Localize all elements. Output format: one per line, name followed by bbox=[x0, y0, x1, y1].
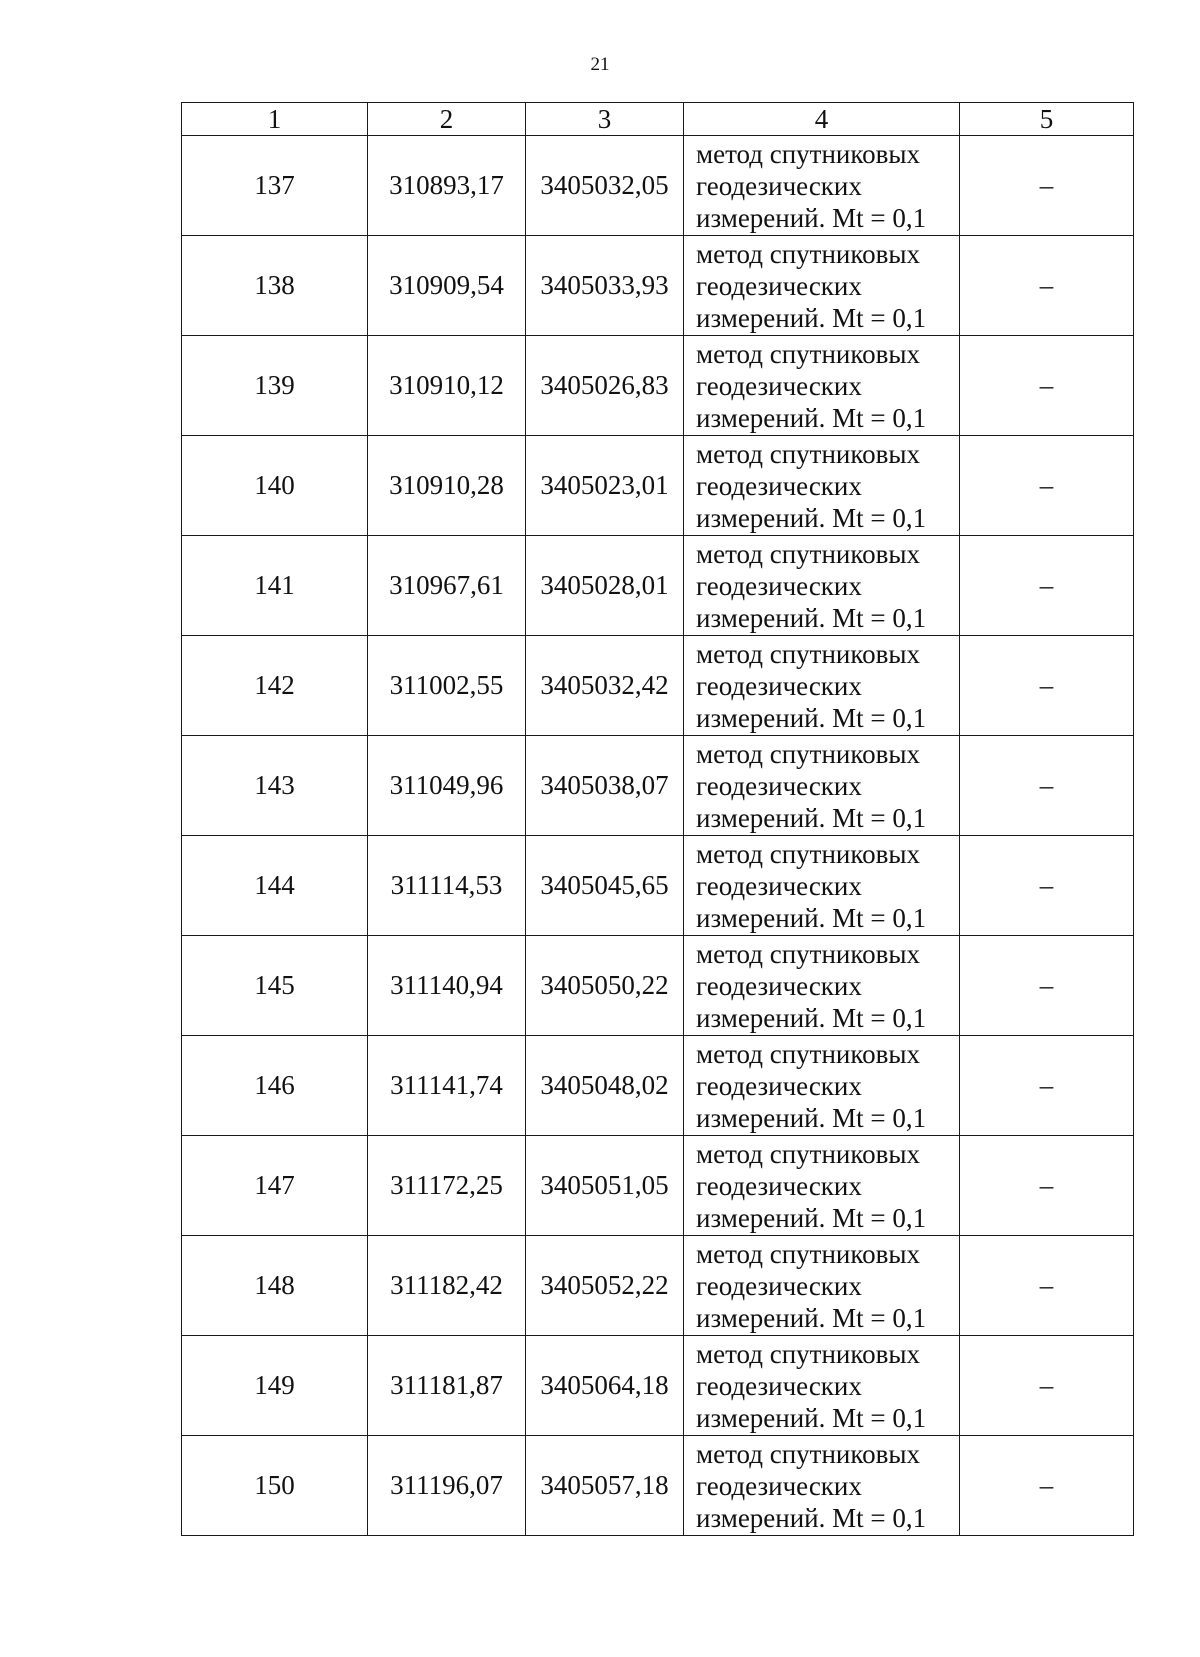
method-line: метод спутниковых bbox=[696, 638, 920, 669]
method-cell bbox=[684, 136, 960, 236]
method-line: геодезических bbox=[696, 1370, 862, 1401]
point-number-cell: 145 bbox=[182, 936, 368, 1036]
point-number-cell: 149 bbox=[182, 1336, 368, 1436]
method-cell bbox=[684, 436, 960, 536]
method-line: геодезических bbox=[696, 1270, 862, 1301]
method-line: метод спутниковых bbox=[696, 138, 920, 169]
method-line: метод спутниковых bbox=[696, 738, 920, 769]
y-coordinate-cell: 3405057,18 bbox=[526, 1436, 684, 1536]
note-cell: – bbox=[960, 1036, 1134, 1136]
method-line: измерений. Mt = 0,1 bbox=[696, 402, 927, 433]
point-number-cell: 140 bbox=[182, 436, 368, 536]
note-cell: – bbox=[960, 636, 1134, 736]
method-cell bbox=[684, 1436, 960, 1536]
method-line: измерений. Mt = 0,1 bbox=[696, 702, 927, 733]
y-coordinate-cell: 3405051,05 bbox=[526, 1136, 684, 1236]
column-header: 5 bbox=[960, 103, 1134, 136]
method-line: геодезических bbox=[696, 270, 862, 301]
table-row bbox=[182, 836, 1134, 936]
x-coordinate-cell: 310910,12 bbox=[368, 336, 526, 436]
method-line: измерений. Mt = 0,1 bbox=[696, 502, 927, 533]
method-line: геодезических bbox=[696, 1170, 862, 1201]
column-header: 1 bbox=[182, 103, 368, 136]
table-row bbox=[182, 936, 1134, 1036]
note-cell: – bbox=[960, 1236, 1134, 1336]
y-coordinate-cell: 3405032,05 bbox=[526, 136, 684, 236]
note-cell: – bbox=[960, 936, 1134, 1036]
table-header-row bbox=[182, 103, 1134, 136]
method-cell bbox=[684, 636, 960, 736]
method-cell bbox=[684, 1036, 960, 1136]
method-line: измерений. Mt = 0,1 bbox=[696, 1502, 927, 1533]
x-coordinate-cell: 311181,87 bbox=[368, 1336, 526, 1436]
table-row bbox=[182, 736, 1134, 836]
method-cell bbox=[684, 536, 960, 636]
table-row bbox=[182, 236, 1134, 336]
x-coordinate-cell: 311114,53 bbox=[368, 836, 526, 936]
table-row bbox=[182, 636, 1134, 736]
x-coordinate-cell: 311141,74 bbox=[368, 1036, 526, 1136]
method-cell bbox=[684, 936, 960, 1036]
method-line: метод спутниковых bbox=[696, 338, 920, 369]
x-coordinate-cell: 310909,54 bbox=[368, 236, 526, 336]
note-cell: – bbox=[960, 536, 1134, 636]
note-cell: – bbox=[960, 836, 1134, 936]
table-row bbox=[182, 1036, 1134, 1136]
method-line: метод спутниковых bbox=[696, 1338, 920, 1369]
method-cell bbox=[684, 336, 960, 436]
point-number-cell: 147 bbox=[182, 1136, 368, 1236]
x-coordinate-cell: 311140,94 bbox=[368, 936, 526, 1036]
table-row bbox=[182, 1236, 1134, 1336]
note-cell: – bbox=[960, 236, 1134, 336]
note-cell: – bbox=[960, 736, 1134, 836]
method-line: измерений. Mt = 0,1 bbox=[696, 1002, 927, 1033]
method-line: измерений. Mt = 0,1 bbox=[696, 802, 927, 833]
y-coordinate-cell: 3405023,01 bbox=[526, 436, 684, 536]
method-line: геодезических bbox=[696, 1070, 862, 1101]
table-row bbox=[182, 136, 1134, 236]
x-coordinate-cell: 311196,07 bbox=[368, 1436, 526, 1536]
note-cell: – bbox=[960, 336, 1134, 436]
table-row bbox=[182, 1436, 1134, 1536]
point-number-cell: 148 bbox=[182, 1236, 368, 1336]
method-line: геодезических bbox=[696, 570, 862, 601]
method-line: метод спутниковых bbox=[696, 838, 920, 869]
column-header: 3 bbox=[526, 103, 684, 136]
method-line: геодезических bbox=[696, 470, 862, 501]
method-line: измерений. Mt = 0,1 bbox=[696, 1102, 927, 1133]
table-row bbox=[182, 336, 1134, 436]
method-line: измерений. Mt = 0,1 bbox=[696, 202, 927, 233]
method-cell bbox=[684, 1236, 960, 1336]
method-line: геодезических bbox=[696, 170, 862, 201]
point-number-cell: 139 bbox=[182, 336, 368, 436]
method-line: измерений. Mt = 0,1 bbox=[696, 1202, 927, 1233]
table-row bbox=[182, 1136, 1134, 1236]
method-line: метод спутниковых bbox=[696, 938, 920, 969]
x-coordinate-cell: 310893,17 bbox=[368, 136, 526, 236]
method-line: метод спутниковых bbox=[696, 1438, 920, 1469]
note-cell: – bbox=[960, 436, 1134, 536]
method-line: геодезических bbox=[696, 1470, 862, 1501]
note-cell: – bbox=[960, 1136, 1134, 1236]
point-number-cell: 141 bbox=[182, 536, 368, 636]
method-cell bbox=[684, 836, 960, 936]
method-line: метод спутниковых bbox=[696, 238, 920, 269]
table-row bbox=[182, 1336, 1134, 1436]
note-cell: – bbox=[960, 1436, 1134, 1536]
page-number: 21 bbox=[590, 54, 610, 75]
y-coordinate-cell: 3405026,83 bbox=[526, 336, 684, 436]
method-line: геодезических bbox=[696, 870, 862, 901]
method-line: измерений. Mt = 0,1 bbox=[696, 302, 927, 333]
table-row bbox=[182, 536, 1134, 636]
point-number-cell: 138 bbox=[182, 236, 368, 336]
point-number-cell: 150 bbox=[182, 1436, 368, 1536]
point-number-cell: 144 bbox=[182, 836, 368, 936]
method-line: геодезических bbox=[696, 370, 862, 401]
method-line: метод спутниковых bbox=[696, 438, 920, 469]
y-coordinate-cell: 3405028,01 bbox=[526, 536, 684, 636]
method-line: метод спутниковых bbox=[696, 538, 920, 569]
column-header: 4 bbox=[684, 103, 960, 136]
table-body bbox=[182, 103, 1134, 1536]
x-coordinate-cell: 311002,55 bbox=[368, 636, 526, 736]
method-line: метод спутниковых bbox=[696, 1238, 920, 1269]
y-coordinate-cell: 3405038,07 bbox=[526, 736, 684, 836]
y-coordinate-cell: 3405050,22 bbox=[526, 936, 684, 1036]
x-coordinate-cell: 311172,25 bbox=[368, 1136, 526, 1236]
method-line: измерений. Mt = 0,1 bbox=[696, 902, 927, 933]
x-coordinate-cell: 311049,96 bbox=[368, 736, 526, 836]
x-coordinate-cell: 310967,61 bbox=[368, 536, 526, 636]
method-line: измерений. Mt = 0,1 bbox=[696, 1302, 927, 1333]
method-cell bbox=[684, 236, 960, 336]
point-number-cell: 137 bbox=[182, 136, 368, 236]
y-coordinate-cell: 3405064,18 bbox=[526, 1336, 684, 1436]
method-line: геодезических bbox=[696, 770, 862, 801]
point-number-cell: 146 bbox=[182, 1036, 368, 1136]
method-line: метод спутниковых bbox=[696, 1138, 920, 1169]
point-number-cell: 143 bbox=[182, 736, 368, 836]
y-coordinate-cell: 3405048,02 bbox=[526, 1036, 684, 1136]
method-line: геодезических bbox=[696, 970, 862, 1001]
y-coordinate-cell: 3405045,65 bbox=[526, 836, 684, 936]
point-number-cell: 142 bbox=[182, 636, 368, 736]
method-line: метод спутниковых bbox=[696, 1038, 920, 1069]
x-coordinate-cell: 311182,42 bbox=[368, 1236, 526, 1336]
x-coordinate-cell: 310910,28 bbox=[368, 436, 526, 536]
method-cell bbox=[684, 1136, 960, 1236]
column-header: 2 bbox=[368, 103, 526, 136]
coordinates-table bbox=[181, 102, 1134, 1536]
y-coordinate-cell: 3405052,22 bbox=[526, 1236, 684, 1336]
note-cell: – bbox=[960, 1336, 1134, 1436]
method-cell bbox=[684, 736, 960, 836]
y-coordinate-cell: 3405033,93 bbox=[526, 236, 684, 336]
method-line: измерений. Mt = 0,1 bbox=[696, 1402, 927, 1433]
method-line: геодезических bbox=[696, 670, 862, 701]
y-coordinate-cell: 3405032,42 bbox=[526, 636, 684, 736]
method-cell bbox=[684, 1336, 960, 1436]
table-row bbox=[182, 436, 1134, 536]
method-line: измерений. Mt = 0,1 bbox=[696, 602, 927, 633]
note-cell: – bbox=[960, 136, 1134, 236]
